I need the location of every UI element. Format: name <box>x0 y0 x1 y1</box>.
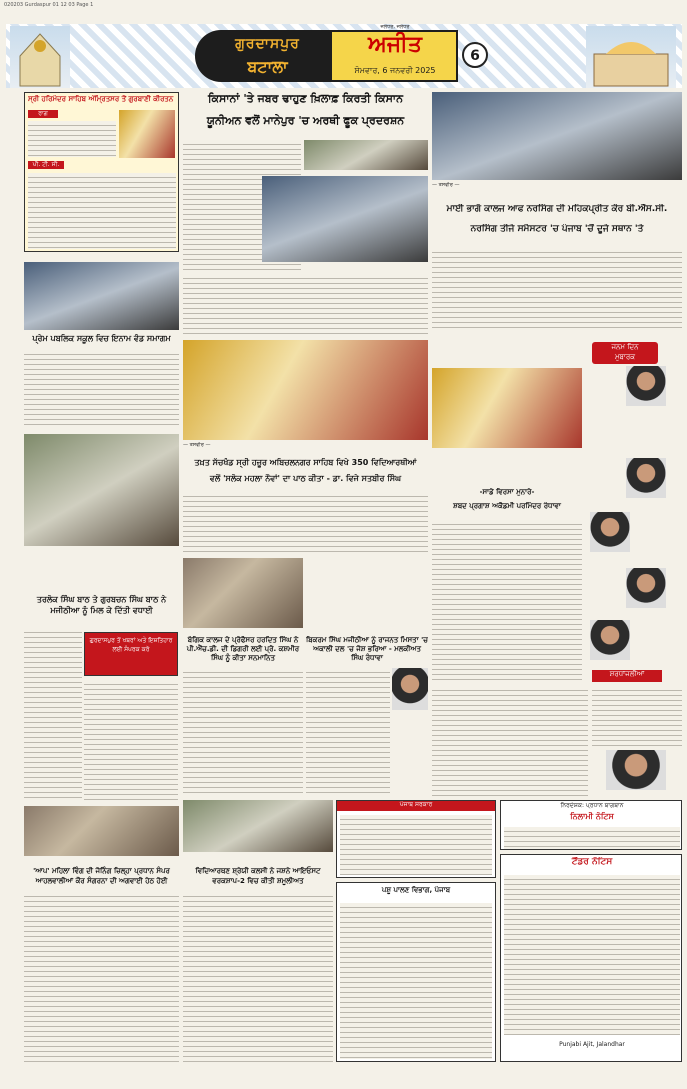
nursing-headline-1: ਮਾਈ ਭਾਗੋ ਕਾਲਜ ਆਫ ਨਰਸਿੰਗ ਦੀ ਮਹਿਕਪ੍ਰੀਤ ਕੌਰ ਬੀ.ਐੱਸ.ਸੀ. <box>446 204 668 214</box>
hazur-sahib-photo <box>183 340 428 440</box>
animal-husbandry-ad <box>336 882 496 1062</box>
lead-headline-line1: ਕਿਸਾਨਾਂ 'ਤੇ ਜਬਰ ਢਾਹੁਣ ਖ਼ਿਲਾਫ਼ ਕਿਰਤੀ ਕਿਸਾਨ <box>208 92 403 105</box>
protest-photo <box>262 176 428 262</box>
auction-notice-sub: ਨਿਰਦੇਸ਼ਕ: ਪ੍ਰਧਾਨ ਬਾਗਬਾਨ <box>560 802 624 809</box>
college-text <box>183 668 303 796</box>
hazur-sahib-headline-2: ਵਲੋਂ 'ਸਲੋਕ ਮਹਲਾ ਨੌਵਾਂ' ਦਾ ਪਾਠ ਕੀਤਾ - ਡਾ. ਵਿਜੇ ਸਤਬੀਰ ਸਿੰਘ <box>209 474 402 483</box>
tender-footer: Punjabi Ajit, Jalandhar <box>559 1041 625 1048</box>
temple-illustration-right <box>586 26 676 88</box>
promo-text <box>28 121 116 157</box>
lead-headline-line2: ਯੂਨੀਅਨ ਵਲੋਂ ਮਾਨੇਪੁਰ 'ਚ ਅਰਥੀ ਫੂਕ ਪ੍ਰਦਰਸ਼ਨ <box>206 114 405 127</box>
animal-husbandry-title: ਪਸ਼ੂ ਪਾਲਣ ਵਿਭਾਗ, ਪੰਜਾਬ <box>381 886 451 894</box>
animal-husbandry-text <box>340 903 492 1059</box>
majithia-text <box>306 668 390 796</box>
aap-story-text <box>24 892 179 1062</box>
contact-notice: ਗੁਰਦਾਸਪੁਰ ਤੋਂ ਖਬਰਾਂ ਅਤੇ ਇਸ਼ਤਿਹਾਰ ਲਈ ਸੰਪਰਕ ਕਰੋ <box>84 632 178 676</box>
promo-sub-raag: ਰਾਗ <box>28 110 58 118</box>
majithia-headline: ਬਿਕਰਮ ਸਿੰਘ ਮਜੀਠੀਆ ਨੂੰ ਰਾਜਨਤ ਮਿਸਤਾ 'ਚ ਅਕਾਲੀ ਦਲ 'ਚ ਜੋਸ਼ ਭਰਿਆ - ਮਲਕੀਅਤ ਸਿੰਘ ਰੰਧਾਵਾ <box>306 636 428 662</box>
tender-notice-text <box>504 875 680 1035</box>
lead-photo-small <box>304 140 428 170</box>
birthday-badge-line1: ਜਨਮ ਦਿਨ <box>611 343 639 351</box>
bath-story-text <box>24 628 82 800</box>
shradhanjali-text <box>592 686 682 750</box>
obituary-portrait <box>606 750 666 790</box>
heritage-headline-1: -ਸਾਡੇ ਵਿਰਸਾ ਮੁਨਾਰੇ- <box>479 488 535 496</box>
masthead-date: ਸੋਮਵਾਰ, 6 ਜਨਵਰੀ 2025 <box>354 66 436 75</box>
birthday-badge <box>592 342 658 364</box>
promo-box <box>24 92 179 252</box>
heritage-building-photo <box>432 368 582 448</box>
student-headline: ਵਿਦਿਆਰਥਣ ਸ਼੍ਰੇਯੀ ਕਲਸੀ ਨੇ ਜਸ਼ਨੇ ਆਇਓਸਟ ਵਰਕਸ਼ਾਪ-2 ਵਿਚ ਕੀਤੀ ਸ਼ਮੂਲੀਅਤ <box>195 867 321 885</box>
masthead-edition: ਜਲੰਧਰ, ਜਲੰਧਰ <box>380 24 410 30</box>
page-number: 6 <box>462 42 488 68</box>
auction-notice-text <box>504 827 680 849</box>
school-story-headline: ਪ੍ਰੇਮ ਪਬਲਿਕ ਸਕੂਲ ਵਿਚ ਇਨਾਮ ਵੰਡ ਸਮਾਗਮ <box>32 334 171 343</box>
school-function-photo <box>24 262 179 330</box>
aap-story-headline: 'ਆਪ' ਮਹਿਲਾ ਵਿੰਗ ਦੀ ਜੋਨਿੰਗ ਜ਼ਿਲ੍ਹਾ ਪ੍ਰਧਾਨ ਸੰਪਰ ਆਹਲਵਾਲੀਆਂ ਕੌਰ ਸੰਗਰਨਾ ਦੀ ਅਗਵਾਈ ਹੇਠ ਹੋਈ <box>33 867 170 885</box>
birthday-child-portrait-2 <box>626 458 666 498</box>
govt-ad-text <box>340 815 492 875</box>
hazur-sahib-headline-1: ਤਖ਼ਤ ਸੱਚਖੰਡ ਸ੍ਰੀ ਹਜ਼ੂਰ ਅਬਿਚਲਨਗਰ ਸਾਹਿਬ ਵਿਖੇ 350 ਵਿਦਿਆਰਥੀਆਂ <box>194 458 417 467</box>
masthead-paper-name: ਅਜੀਤ <box>368 32 422 57</box>
birthday-child-portrait-5 <box>590 620 630 660</box>
bath-story-text-2 <box>84 680 178 800</box>
felicitation-photo <box>24 434 179 546</box>
masthead-city-batala: ਬਟਾਲਾ <box>247 57 288 76</box>
govt-ad-box <box>336 800 496 878</box>
tender-notice-title: ਟੈਂਡਰ ਨੋਟਿਸ <box>571 857 613 867</box>
lead-story-continued <box>183 274 428 336</box>
birthday-badge-line2: ਮੁਬਾਰਕ <box>614 353 636 361</box>
promo-schedule <box>28 173 176 249</box>
college-headline: ਬੰਗਿਕ ਕਾਲਜ ਦੇ ਪ੍ਰੋਫੈਸਰ ਹਰਦਿਤ ਸਿੰਘ ਨੇ ਪੀ.ਐੱਚ.ਡੀ. ਦੀ ਡਿਗਰੀ ਲਈ ਪ੍ਰੋ. ਕਸ਼ਮੀਰ ਸਿੰਘ ਨੂੰ ਕੀਤਾ ਸਨਮਾਨਿਤ <box>186 636 300 662</box>
promo-sub-ptc: ਪੀ. ਟੀ. ਸੀ. <box>28 161 64 169</box>
shradhanjali-badge: ਸ਼ਰਧਾਂਜਲੀਆਂ <box>592 670 662 682</box>
bath-story-headline: ਤਰਲੋਕ ਸਿੰਘ ਬਾਠ ਤੇ ਗੁਰਬਚਨ ਸਿੰਘ ਬਾਠ ਨੇ ਮਜੀਠੀਆ ਨੂੰ ਮਿਲ ਕੇ ਦਿੱਤੀ ਵਧਾਈ <box>36 595 167 615</box>
print-slug: 020203 Gurdaspur 01 12 03 Page 1 <box>4 2 94 8</box>
temple-illustration-left <box>10 26 70 88</box>
golden-temple-photo <box>119 110 175 158</box>
nursing-photo-caption: — ਤਸਵੀਰ — <box>432 182 460 188</box>
nursing-college-photo <box>432 92 682 180</box>
heritage-headline-2: ਸ਼ਬਦ ਪ੍ਰਗਾਸ਼ ਅਕੈਡਮੀ ਪਰਮਿੰਦਰ ਰੰਧਾਵਾ <box>453 502 561 510</box>
school-story-text <box>24 350 179 428</box>
heritage-text <box>432 520 582 680</box>
tender-notice-box <box>500 854 682 1062</box>
birthday-child-portrait-1 <box>626 366 666 406</box>
auction-notice-box <box>500 800 682 850</box>
student-photo <box>183 800 333 852</box>
heritage-text-continued <box>432 686 588 796</box>
college-photo <box>183 558 303 628</box>
birthday-child-portrait-3 <box>590 512 630 552</box>
aap-meeting-photo <box>24 806 179 856</box>
student-text <box>183 892 333 1062</box>
auction-notice-title: ਨਿਲਾਮੀ ਨੋਟਿਸ <box>570 812 614 821</box>
nursing-text <box>432 248 682 332</box>
birthday-child-portrait-4 <box>626 568 666 608</box>
randhawa-portrait <box>392 668 428 710</box>
masthead-city-gurdaspur: ਗੁਰਦਾਸਪੁਰ <box>235 36 300 52</box>
govt-ad-title: ਪੰਜਾਬ ਸਰਕਾਰ <box>337 801 495 811</box>
hazur-sahib-caption: — ਤਸਵੀਰ — <box>183 442 211 448</box>
nursing-headline-2: ਨਰਸਿੰਗ ਤੀਜੇ ਸਮੈਸਟਰ 'ਚ ਪੰਜਾਬ 'ਚੋਂ ਦੂਜੇ ਸਥਾਨ 'ਤੇ <box>470 224 644 234</box>
hazur-sahib-text <box>183 492 428 554</box>
promo-title: ਸ੍ਰੀ ਹਰਿਮੰਦਰ ਸਾਹਿਬ ਅੰਮ੍ਰਿਤਸਰ ਤੋਂ ਗੁਰਬਾਣੀ ਕੀਰਤਨ <box>28 95 174 103</box>
